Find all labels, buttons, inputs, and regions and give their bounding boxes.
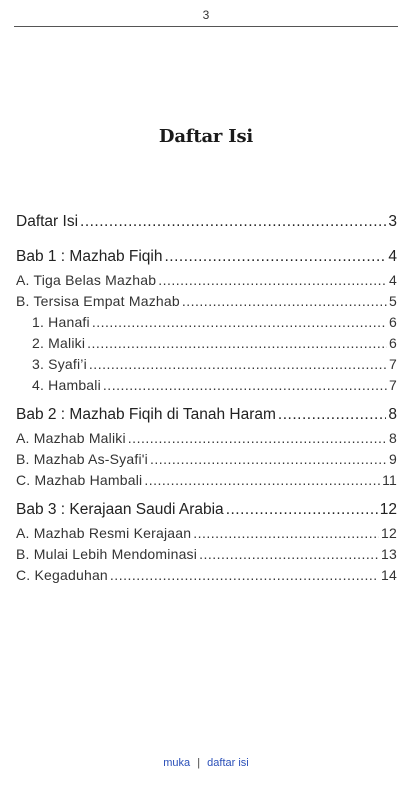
toc-entry-label: B. Tersisa Empat Mazhab bbox=[16, 293, 180, 309]
toc-entry-label: 2. Maliki bbox=[32, 335, 86, 351]
toc-dot-leader bbox=[89, 354, 387, 375]
toc-entry[interactable] bbox=[16, 428, 397, 449]
toc-entry-page: 3 bbox=[388, 213, 397, 230]
toc-entry-page: 8 bbox=[388, 406, 397, 423]
page-number: 3 bbox=[202, 8, 210, 22]
toc-entry-page: 6 bbox=[389, 335, 397, 351]
toc-entry-label: B. Mulai Lebih Mendominasi bbox=[16, 546, 198, 562]
toc-dot-leader bbox=[278, 402, 386, 428]
toc-dot-leader bbox=[87, 333, 387, 354]
toc-entry-label: 4. Hambali bbox=[32, 377, 101, 393]
toc-entry-page: 6 bbox=[389, 314, 397, 330]
toc-dot-leader bbox=[193, 523, 379, 544]
toc-entry-page: 8 bbox=[389, 430, 397, 446]
toc-dot-leader bbox=[110, 565, 379, 586]
toc-entry-label: A. Mazhab Maliki bbox=[16, 430, 126, 446]
toc-entry-page: 14 bbox=[381, 567, 397, 583]
toc-entry[interactable] bbox=[16, 209, 397, 238]
toc-link[interactable]: daftar isi bbox=[207, 757, 249, 769]
header-rule bbox=[14, 26, 398, 27]
toc-entry[interactable] bbox=[16, 291, 397, 312]
toc-entry[interactable] bbox=[16, 354, 397, 375]
toc-entry[interactable] bbox=[16, 375, 397, 396]
toc-entry[interactable] bbox=[16, 544, 397, 565]
page-title: Daftar Isi bbox=[158, 126, 254, 147]
toc-entry-label: Bab 2 : Mazhab Fiqih di Tanah Haram bbox=[16, 406, 276, 423]
toc-entry-page: 7 bbox=[389, 356, 397, 372]
toc-entry-label: A. Mazhab Resmi Kerajaan bbox=[16, 525, 192, 541]
toc-entry-label: C. Kegaduhan bbox=[16, 567, 108, 583]
toc-entry-label: Daftar Isi bbox=[16, 213, 79, 230]
toc-entry[interactable] bbox=[16, 270, 397, 291]
toc-entry-page: 4 bbox=[388, 248, 397, 265]
toc-entry[interactable] bbox=[16, 244, 397, 270]
toc-entry-label: 1. Hanafi bbox=[32, 314, 90, 330]
toc-entry-label: C. Mazhab Hambali bbox=[16, 472, 143, 488]
toc-entry-page: 4 bbox=[389, 272, 397, 288]
toc-dot-leader bbox=[128, 428, 387, 449]
toc-entry-page: 9 bbox=[389, 451, 397, 467]
toc-entry-label: Bab 3 : Kerajaan Saudi Arabia bbox=[16, 501, 224, 518]
toc-entry[interactable] bbox=[16, 470, 397, 491]
toc-dot-leader bbox=[199, 544, 379, 565]
toc-entry-page: 13 bbox=[381, 546, 397, 562]
toc-entry-label: 3. Syafi’i bbox=[32, 356, 87, 372]
toc-entry[interactable] bbox=[16, 449, 397, 470]
toc-dot-leader bbox=[92, 312, 387, 333]
toc-entry-page: 5 bbox=[389, 293, 397, 309]
toc-entry[interactable] bbox=[16, 523, 397, 544]
toc-entry-page: 12 bbox=[379, 501, 397, 518]
table-of-contents bbox=[16, 209, 397, 586]
front-page-link[interactable]: muka bbox=[163, 757, 191, 769]
toc-entry[interactable] bbox=[16, 333, 397, 354]
toc-entry-label: B. Mazhab As-Syafi'i bbox=[16, 451, 148, 467]
toc-dot-leader bbox=[182, 291, 387, 312]
toc-dot-leader bbox=[80, 209, 386, 235]
toc-dot-leader bbox=[144, 470, 380, 491]
toc-entry-page: 12 bbox=[381, 525, 397, 541]
toc-dot-leader bbox=[158, 270, 387, 291]
toc-dot-leader bbox=[150, 449, 387, 470]
footer-separator: | bbox=[197, 757, 201, 769]
toc-dot-leader bbox=[226, 497, 378, 523]
toc-entry[interactable] bbox=[16, 497, 397, 523]
footer-nav bbox=[0, 757, 412, 769]
toc-entry-page: 7 bbox=[389, 377, 397, 393]
toc-dot-leader bbox=[103, 375, 387, 396]
toc-entry[interactable] bbox=[16, 312, 397, 333]
toc-entry-label: A. Tiga Belas Mazhab bbox=[16, 272, 157, 288]
toc-dot-leader bbox=[164, 244, 386, 270]
toc-entry-label: Bab 1 : Mazhab Fiqih bbox=[16, 248, 163, 265]
toc-entry[interactable] bbox=[16, 565, 397, 586]
toc-entry-page: 11 bbox=[382, 472, 397, 488]
toc-entry[interactable] bbox=[16, 402, 397, 428]
